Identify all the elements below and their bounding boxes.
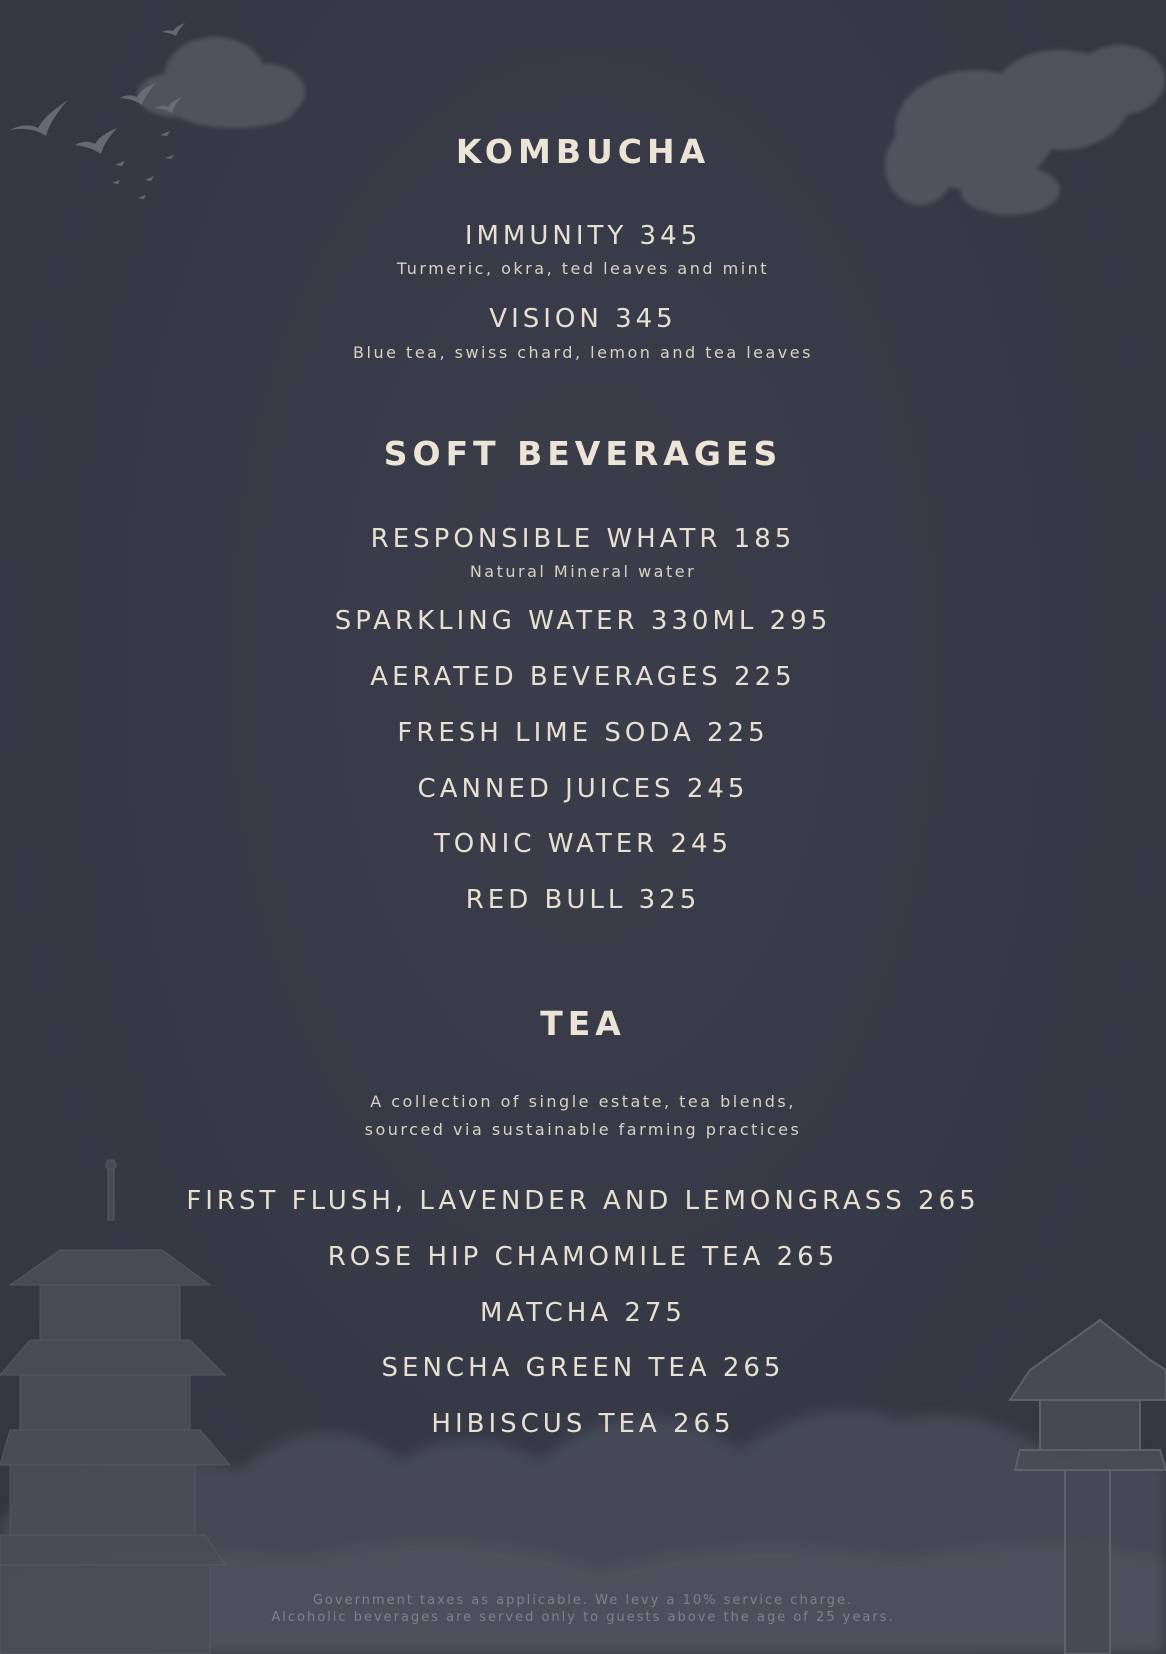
footer-age-note: Alcoholic beverages are served only to guests above the age of 25 years. <box>271 1610 895 1625</box>
menu-item-aerated-beverages: AERATED BEVERAGES 225 <box>370 662 796 692</box>
menu-item-vision-description: Blue tea, swiss chard, lemon and tea leaves <box>353 343 813 362</box>
menu-item-responsible-water: RESPONSIBLE WHATR 185 <box>370 524 796 554</box>
menu-item-sencha-green-tea: SENCHA GREEN TEA 265 <box>381 1353 785 1383</box>
tea-intro-line-1: A collection of single estate, tea blends, <box>370 1092 796 1111</box>
footer-tax-note: Government taxes as applicable. We levy a 10% service charge. <box>312 1593 854 1608</box>
menu-item-tonic-water: TONIC WATER 245 <box>433 829 733 859</box>
tea-heading: TEA <box>540 1004 626 1043</box>
menu-item-rose-hip-chamomile: ROSE HIP CHAMOMILE TEA 265 <box>327 1242 839 1272</box>
menu-item-sparkling-water: SPARKLING WATER 330ML 295 <box>334 606 832 636</box>
kombucha-heading: KOMBUCHA <box>455 132 711 171</box>
menu-item-matcha: MATCHA 275 <box>480 1298 686 1328</box>
menu-item-red-bull: RED BULL 325 <box>465 885 701 915</box>
menu-item-first-flush: FIRST FLUSH, LAVENDER AND LEMONGRASS 265 <box>186 1186 980 1216</box>
menu-item-immunity-description: Turmeric, okra, ted leaves and mint <box>396 259 770 278</box>
menu-item-responsible-water-description: Natural Mineral water <box>469 562 697 581</box>
menu-item-fresh-lime-soda: FRESH LIME SODA 225 <box>397 718 769 748</box>
menu-item-hibiscus-tea: HIBISCUS TEA 265 <box>431 1409 735 1439</box>
menu-item-immunity: IMMUNITY 345 <box>464 221 702 251</box>
tea-intro-line-2: sourced via sustainable farming practices <box>364 1120 802 1139</box>
soft-beverages-heading: SOFT BEVERAGES <box>383 434 783 473</box>
menu-item-canned-juices: CANNED JUICES 245 <box>417 774 749 804</box>
menu-item-vision: VISION 345 <box>489 304 677 334</box>
